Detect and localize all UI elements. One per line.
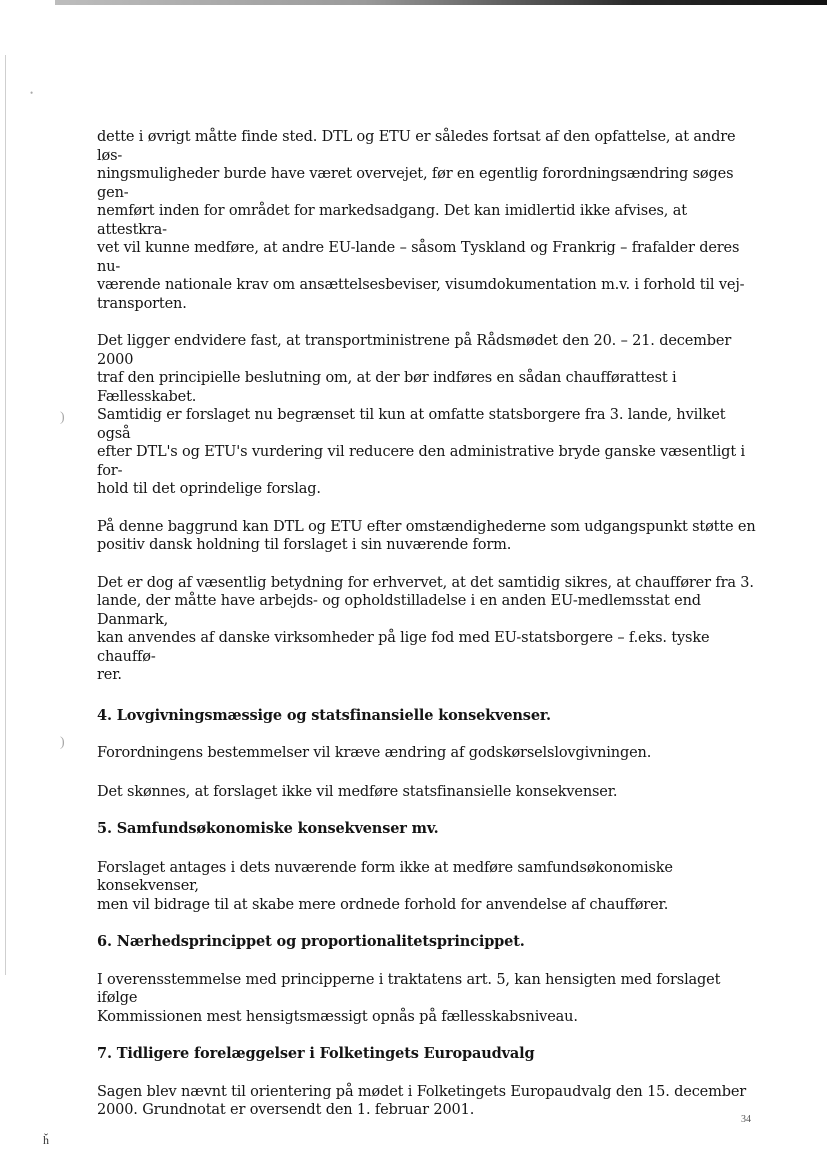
paragraph: På denne baggrund kan DTL og ETU efter omstændighederne som udgangspunkt støtte en positiv dansk holdning til forslaget i sin nuværende form. <box>97 518 756 553</box>
section-heading: 7. Tidligere forelæggelser i Folketingets Europaudvalg <box>97 1045 535 1062</box>
paragraph: Forordningens bestemmelser vil kræve ændring af godskørselslovgivningen. <box>97 745 652 761</box>
section-heading: 6. Nærhedsprincippet og proportionalitetsprincippet. <box>97 933 525 950</box>
page-number: 34 <box>741 1114 751 1125</box>
section-heading: 5. Samfundsøkonomiske konsekvenser mv. <box>97 820 439 837</box>
punch-hole-mark: ) <box>60 735 65 750</box>
paragraph: Forslaget antages i dets nuværende form ikke at medføre samfundsøkonomiske konsekvenser, men vil bidrage til at skabe mere ordnede forhold for anvendelse af chauffører. <box>97 859 673 913</box>
punch-hole-mark: ) <box>60 410 65 425</box>
paragraph: I overensstemmelse med principperne i traktatens art. 5, kan hensigten med forslaget ifølge Kommissionen mest hensigtsmæssigt opnås på fællesskabsniveau. <box>97 971 721 1025</box>
paragraph: Det er dog af væsentlig betydning for erhvervet, at det samtidig sikres, at chauffører fra 3. lande, der måtte have arbejds- og opholdstilladelse i en anden EU-medlemsstat end Danmark, kan anvendes af danske virksomheder på lige fod med EU-statsborgere – f.eks. tyske chauffø- rer. <box>97 574 754 683</box>
scan-speck: • <box>30 88 34 98</box>
scan-left-edge <box>5 55 6 975</box>
scan-top-edge <box>55 0 827 5</box>
paragraph: Sagen blev nævnt til orientering på mødet i Folketingets Europaudvalg den 15. december 2000. Grundnotat er oversendt den 1. februar 2001. <box>97 1083 747 1118</box>
paragraph: dette i øvrigt måtte finde sted. DTL og ETU er således fortsat af den opfattelse, at andre løs- ningsmuligheder burde have været overvejet, før en egentlig forordningsændring søges gen- nemført inden for området for markedsadgang. Det kan imidlertid ikke afvises, at attestkra- vet vil kunne medføre, at andre EU-lande – såsom Tyskland og Frankrig – frafalder deres nu- værende nationale krav om ansættelsesbeviser, visumdokumentation m.v. i forhold til vej- transporten. <box>97 129 745 312</box>
paragraph: Det skønnes, at forslaget ikke vil medføre statsfinansielle konsekvenser. <box>97 783 618 800</box>
scan-speck: ȟ <box>43 1133 49 1147</box>
section-heading: 4. Lovgivningsmæssige og statsfinansielle konsekvenser. <box>97 706 551 724</box>
paragraph: Det ligger endvidere fast, at transportministrene på Rådsmødet den 20. – 21. december 2000 traf den principielle beslutning om, at der bør indføres en sådan chaufførattest i Fællesskabet. Samtidig er forslaget nu begrænset til kun at omfatte statsborgere fra 3. lande, hvilket også efter DTL's og ETU's vurdering vil reducere den administrative bryde ganske væsentligt i for- hold til det oprindelige forslag. <box>97 333 745 497</box>
document-body <box>97 128 757 1120</box>
